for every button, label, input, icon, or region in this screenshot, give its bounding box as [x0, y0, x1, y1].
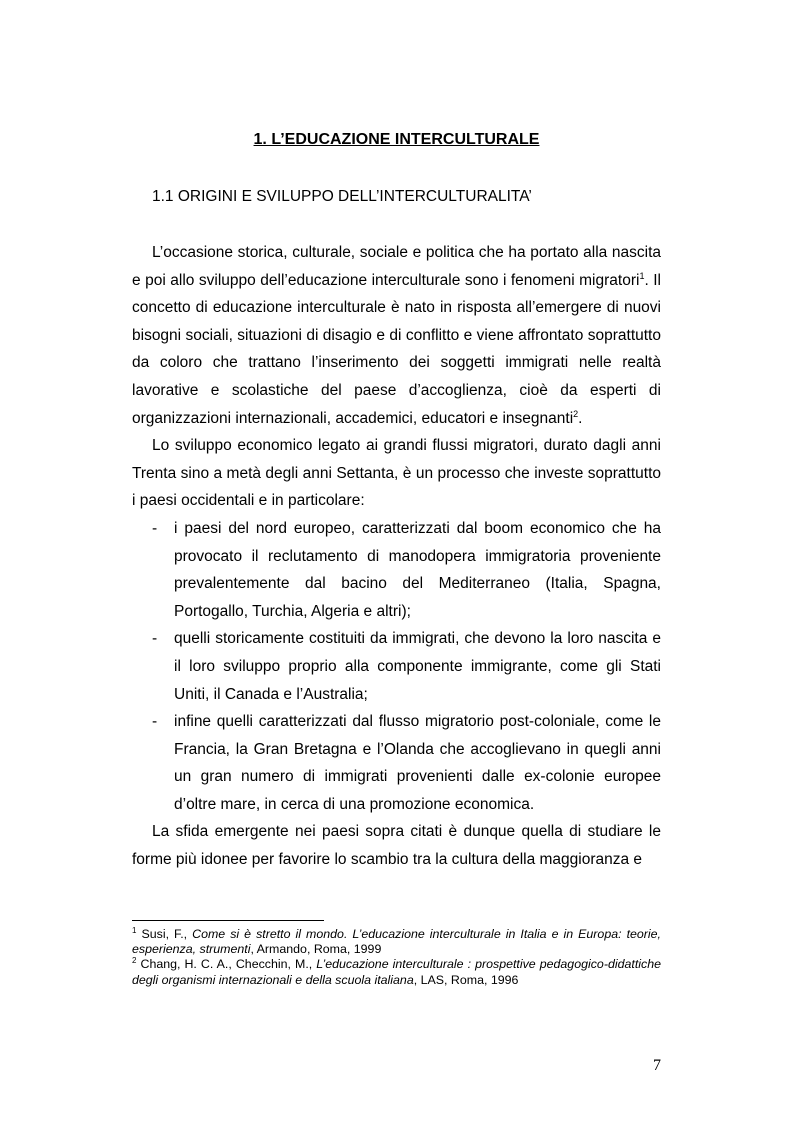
body-text — [132, 239, 661, 874]
list-item: - quelli storicamente costituiti da immigrati, che devono la loro nascita e il loro sviluppo proprio alla componente immigrante, come gli Stati Uniti, il Canada e l’Australia; — [132, 625, 661, 708]
chapter-title: 1. L’EDUCAZIONE INTERCULTURALE — [253, 131, 540, 148]
footnotes — [132, 927, 661, 988]
paragraph-challenge: La sfida emergente nei paesi sopra citati è dunque quella di studiare le forme più idonee per favorire lo scambio tra la cultura della maggioranza e — [132, 823, 661, 869]
page-number: 7 — [653, 1057, 661, 1074]
list-item: - i paesi del nord europeo, caratterizzati dal boom economico che ha provocato il reclutamento di manodopera immigratoria proveniente prevalentemente dal bacino del Mediterraneo (Italia, Spagna, Portogallo, Turchia, Algeria e altri); — [132, 515, 661, 625]
country-list — [132, 515, 661, 819]
list-item: - infine quelli caratterizzati dal flusso migratorio post-coloniale, come le Francia, la Gran Bretagna e l’Olanda che accoglievano in quegli anni un gran numero di immigrati provenienti dalle ex-colonie europee d’oltre mare, in cerca di una promozione economica. — [132, 708, 661, 818]
footnote-2: $^2$ Chang, H. C. A., Checchin, M., L’educazione interculturale : prospettive pedagogico-didattiche degli organismi internazionali e della scuola italiana, LAS, Roma, 1996 — [132, 956, 661, 987]
footnote-ref-1[interactable]: 1 — [639, 270, 645, 281]
paragraph-intro: L’occasione storica, culturale, sociale e politica che ha portato alla nascita e poi allo sviluppo dell’educazione interculturale sono i fenomeni migratori$^1$. Il concetto di educazione interculturale è nato in risposta all’emergere di nuovi bisogni sociali, situazioni di disagio e di conflitto e viene affrontato soprattutto da coloro che trattano l’inserimento dei soggetti immigrati nelle realtà lavorative e scolastiche del paese d’accoglienza, cioè da esperti di organizzazioni internazionali, accademici, educatori e insegnanti$^2$. — [132, 244, 662, 427]
footnote-divider — [132, 920, 324, 921]
footnote-1: $^1$ Susi, F., Come si è stretto il mondo. L’educazione interculturale in Italia e in Europa: teorie, esperienza, strumenti, Armando, Roma, 1999 — [132, 925, 662, 957]
section-title: 1.1 ORIGINI E SVILUPPO DELL’INTERCULTURALITA’ — [152, 188, 532, 205]
list-marker: - — [152, 630, 158, 648]
list-marker: - — [152, 519, 158, 537]
footnote-ref-2[interactable]: 2 — [573, 408, 579, 419]
paragraph-economic: Lo sviluppo economico legato ai grandi flussi migratori, durato dagli anni Trenta sino a metà degli anni Settanta, è un processo che investe soprattutto i paesi occidentali e in particolare: — [132, 437, 661, 510]
list-marker: - — [152, 713, 158, 731]
